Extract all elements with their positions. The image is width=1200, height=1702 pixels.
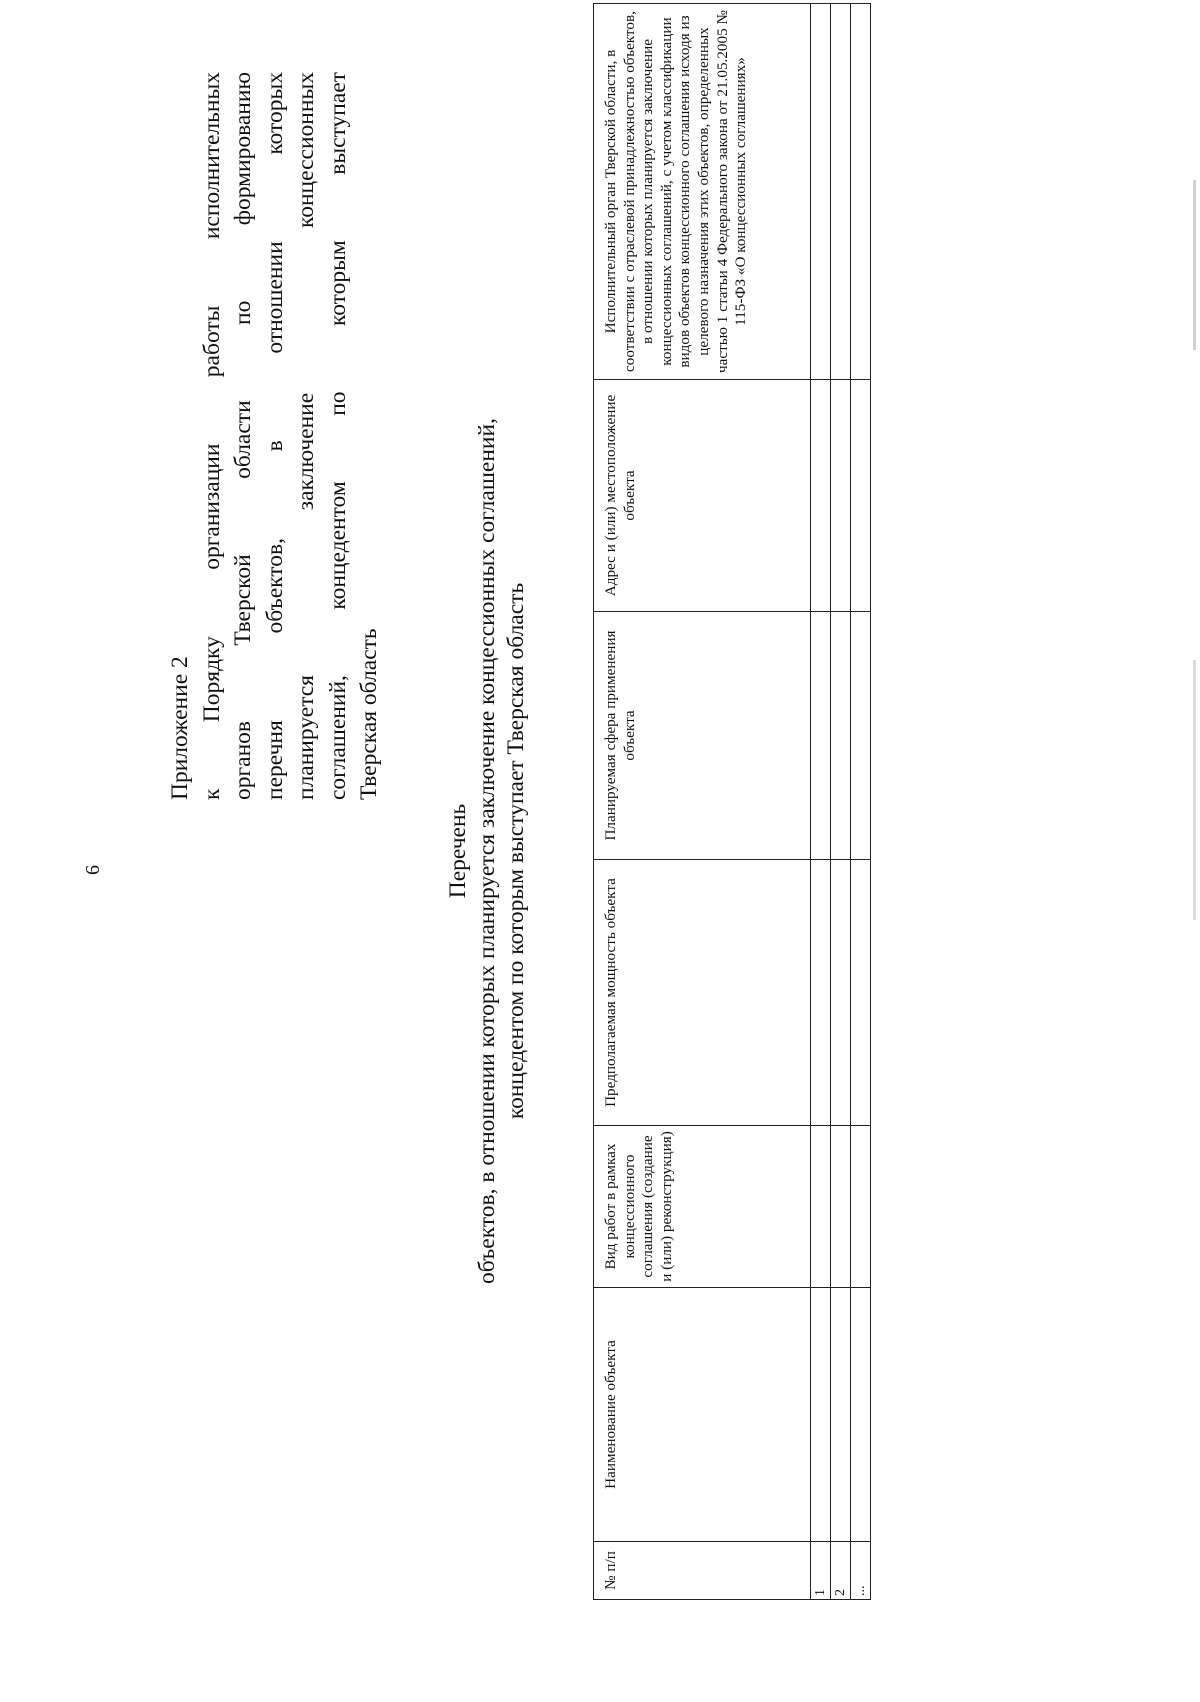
appendix-block: [165, 72, 386, 800]
appendix-line-6: Тверская область: [356, 628, 382, 800]
table-cell: [811, 860, 831, 1126]
page-number: 6: [82, 865, 104, 875]
table-cell: [831, 1288, 851, 1542]
list-subtitle-line-2: концедентом по которым выступает Тверская область: [503, 582, 529, 1120]
list-heading: Перечень: [445, 803, 471, 899]
scan-edge-mark: [1193, 660, 1196, 920]
table-header-row: [594, 4, 811, 1600]
appendix-title: Приложение 2: [167, 656, 193, 800]
header-num: № п/п: [594, 1542, 811, 1600]
list-subtitle-line-1: объектов, в отношении которых планируется заключение концессионных соглашений,: [474, 418, 500, 1284]
row-num: ...: [851, 1542, 871, 1600]
table-cell: [831, 612, 851, 860]
table-cell: [851, 1288, 871, 1542]
objects-table: [593, 3, 871, 1600]
row-num: 1: [811, 1542, 831, 1600]
table-cell: [851, 860, 871, 1126]
header-capacity: Предполагаемая мощность объекта: [594, 860, 811, 1126]
table-cell: [851, 1126, 871, 1288]
appendix-line-2: органов Тверской области по формированию: [230, 72, 256, 800]
appendix-line-5: соглашений, концедентом по которым выступает: [324, 72, 351, 800]
header-executive-body: Исполнительный орган Тверской области, в соответствии с отраслевой принадлежностью объектов, в отношении которых планируется заключение концессионных соглашений, с учетом классификации видов объектов концессионного соглашения исходя из целевого назначения этих объектов, определенных частью 1 статьи 4 Федерального закона от 21.05.2005 № 115-ФЗ «О концессионных соглашениях»: [594, 4, 811, 380]
row-num: 2: [831, 1542, 851, 1600]
table-cell: [851, 4, 871, 380]
header-address: Адрес и (или) местоположение объекта: [594, 380, 811, 612]
header-application: Планируемая сфера применения объекта: [594, 612, 811, 860]
table-cell: [811, 380, 831, 612]
table-cell: [831, 1126, 851, 1288]
appendix-line-1: к Порядку организации работы исполнительных: [198, 72, 225, 800]
table-row: [851, 4, 871, 1600]
appendix-line-3: перечня объектов, в отношении которых: [261, 72, 288, 800]
header-work-type: Вид работ в рамках концессионного соглашения (создание и (или) реконструкция): [594, 1126, 811, 1288]
table-row: [831, 4, 851, 1600]
scan-edge-mark: [1193, 180, 1196, 350]
table-cell: [811, 612, 831, 860]
table-cell: [831, 4, 851, 380]
table-cell: [851, 380, 871, 612]
table-cell: [851, 612, 871, 860]
table-cell: [831, 380, 851, 612]
header-name: Наименование объекта: [594, 1288, 811, 1542]
table-cell: [831, 860, 851, 1126]
table-row: [811, 4, 831, 1600]
table-cell: [811, 4, 831, 380]
table-cell: [811, 1288, 831, 1542]
appendix-line-4: планируется заключение концессионных: [293, 72, 319, 800]
table-cell: [811, 1126, 831, 1288]
